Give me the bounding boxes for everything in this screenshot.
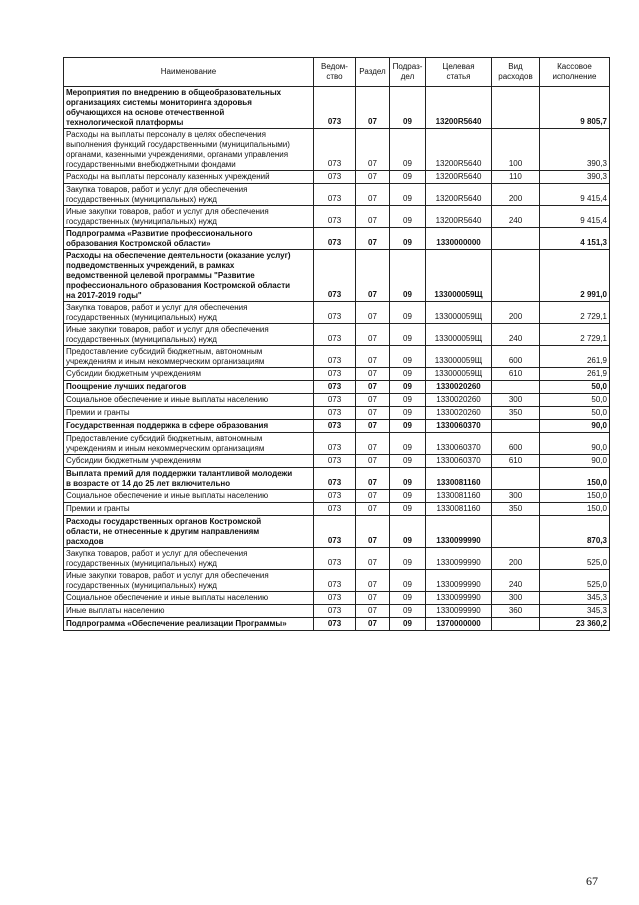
row-expense-type: 350 — [492, 503, 540, 516]
header-cash-execution: Кассовое исполнение — [540, 58, 610, 87]
row-expense-type: 200 — [492, 184, 540, 206]
row-name: Социальное обеспечение и иные выплаты населению — [64, 490, 314, 503]
row-target-article: 133000059Щ — [426, 324, 492, 346]
row-expense-type: 110 — [492, 171, 540, 184]
row-expense-type — [492, 381, 540, 394]
row-target-article: 1370000000 — [426, 618, 492, 631]
row-target-article: 133000059Щ — [426, 346, 492, 368]
table-row — [64, 250, 610, 302]
table-row — [64, 490, 610, 503]
row-cash-execution: 2 729,1 — [540, 324, 610, 346]
row-name: Расходы на выплаты персоналу в целях обеспечения выполнения функций государственными (муниципальными) органами, казенными учреждениями, органами управления государственными внебюджетными фондами — [64, 129, 314, 171]
table-row — [64, 592, 610, 605]
table-row — [64, 228, 610, 250]
row-subsection: 09 — [390, 420, 426, 433]
row-department: 073 — [314, 503, 356, 516]
row-department: 073 — [314, 605, 356, 618]
row-expense-type: 240 — [492, 206, 540, 228]
row-name: Расходы государственных органов Костромской области, не отнесенные к другим направлениям расходов — [64, 516, 314, 548]
row-expense-type — [492, 468, 540, 490]
row-subsection: 09 — [390, 548, 426, 570]
row-section: 07 — [356, 87, 390, 129]
row-target-article: 1330020260 — [426, 394, 492, 407]
row-name: Предоставление субсидий бюджетным, автономным учреждениям и иным некоммерческим организациям — [64, 433, 314, 455]
row-name: Выплата премий для поддержки талантливой молодежи в возрасте от 14 до 25 лет включительно — [64, 468, 314, 490]
row-subsection: 09 — [390, 228, 426, 250]
row-name: Закупка товаров, работ и услуг для обеспечения государственных (муниципальных) нужд — [64, 548, 314, 570]
row-target-article: 1330020260 — [426, 407, 492, 420]
table-row — [64, 570, 610, 592]
row-section: 07 — [356, 129, 390, 171]
row-expense-type: 200 — [492, 548, 540, 570]
row-subsection: 09 — [390, 605, 426, 618]
row-target-article: 1330020260 — [426, 381, 492, 394]
row-target-article: 1330099990 — [426, 605, 492, 618]
row-section: 07 — [356, 455, 390, 468]
row-target-article: 13200R5640 — [426, 87, 492, 129]
row-subsection: 09 — [390, 433, 426, 455]
row-target-article: 1330060370 — [426, 420, 492, 433]
row-department: 073 — [314, 490, 356, 503]
row-subsection: 09 — [390, 324, 426, 346]
row-expense-type: 360 — [492, 605, 540, 618]
row-cash-execution: 390,3 — [540, 129, 610, 171]
row-name: Закупка товаров, работ и услуг для обеспечения государственных (муниципальных) нужд — [64, 184, 314, 206]
table-row — [64, 368, 610, 381]
row-cash-execution: 90,0 — [540, 433, 610, 455]
row-cash-execution: 150,0 — [540, 503, 610, 516]
table-body — [64, 87, 610, 631]
row-cash-execution: 345,3 — [540, 605, 610, 618]
row-subsection: 09 — [390, 490, 426, 503]
row-target-article: 1330060370 — [426, 455, 492, 468]
row-department: 073 — [314, 381, 356, 394]
row-expense-type — [492, 618, 540, 631]
row-subsection: 09 — [390, 302, 426, 324]
row-department: 073 — [314, 407, 356, 420]
header-subsection: Подраз- дел — [390, 58, 426, 87]
row-section: 07 — [356, 206, 390, 228]
row-department: 073 — [314, 206, 356, 228]
row-department: 073 — [314, 87, 356, 129]
table-row — [64, 618, 610, 631]
header-expense-type: Вид расходов — [492, 58, 540, 87]
row-cash-execution: 4 151,3 — [540, 228, 610, 250]
row-department: 073 — [314, 368, 356, 381]
row-department: 073 — [314, 250, 356, 302]
row-expense-type — [492, 87, 540, 129]
row-subsection: 09 — [390, 394, 426, 407]
row-subsection: 09 — [390, 381, 426, 394]
row-expense-type: 600 — [492, 346, 540, 368]
row-expense-type — [492, 250, 540, 302]
row-expense-type — [492, 516, 540, 548]
row-subsection: 09 — [390, 206, 426, 228]
row-section: 07 — [356, 324, 390, 346]
row-name: Подпрограмма «Развитие профессионального образования Костромской области» — [64, 228, 314, 250]
row-expense-type: 300 — [492, 490, 540, 503]
row-subsection: 09 — [390, 592, 426, 605]
row-name: Закупка товаров, работ и услуг для обеспечения государственных (муниципальных) нужд — [64, 302, 314, 324]
row-section: 07 — [356, 394, 390, 407]
row-target-article: 133000059Щ — [426, 302, 492, 324]
table-row — [64, 455, 610, 468]
row-target-article: 133000059Щ — [426, 250, 492, 302]
row-name: Подпрограмма «Обеспечение реализации Программы» — [64, 618, 314, 631]
row-name: Иные закупки товаров, работ и услуг для обеспечения государственных (муниципальных) нужд — [64, 206, 314, 228]
row-cash-execution: 390,3 — [540, 171, 610, 184]
row-section: 07 — [356, 618, 390, 631]
row-subsection: 09 — [390, 184, 426, 206]
row-expense-type: 300 — [492, 592, 540, 605]
row-target-article: 1330060370 — [426, 433, 492, 455]
row-name: Расходы на обеспечение деятельности (оказание услуг) подведомственных учреждений, в рамках ведомственной целевой программы "Развитие профессионального образования Костромской области на 2017-2019 годы" — [64, 250, 314, 302]
row-cash-execution: 50,0 — [540, 381, 610, 394]
row-expense-type: 200 — [492, 302, 540, 324]
row-department: 073 — [314, 184, 356, 206]
row-cash-execution: 2 991,0 — [540, 250, 610, 302]
row-target-article: 1330099990 — [426, 592, 492, 605]
row-name: Расходы на выплаты персоналу казенных учреждений — [64, 171, 314, 184]
row-department: 073 — [314, 346, 356, 368]
row-target-article: 13200R5640 — [426, 171, 492, 184]
row-cash-execution: 90,0 — [540, 420, 610, 433]
row-name: Иные закупки товаров, работ и услуг для обеспечения государственных (муниципальных) нужд — [64, 324, 314, 346]
row-department: 073 — [314, 394, 356, 407]
table-row — [64, 548, 610, 570]
row-section: 07 — [356, 468, 390, 490]
row-subsection: 09 — [390, 503, 426, 516]
row-section: 07 — [356, 381, 390, 394]
header-name: Наименование — [64, 58, 314, 87]
row-subsection: 09 — [390, 455, 426, 468]
row-name: Иные выплаты населению — [64, 605, 314, 618]
row-target-article: 1330000000 — [426, 228, 492, 250]
row-section: 07 — [356, 592, 390, 605]
row-subsection: 09 — [390, 618, 426, 631]
row-section: 07 — [356, 368, 390, 381]
table-row — [64, 381, 610, 394]
row-section: 07 — [356, 433, 390, 455]
row-expense-type: 350 — [492, 407, 540, 420]
table-row — [64, 324, 610, 346]
row-subsection: 09 — [390, 171, 426, 184]
row-department: 073 — [314, 468, 356, 490]
row-expense-type: 100 — [492, 129, 540, 171]
row-expense-type: 240 — [492, 570, 540, 592]
row-name: Субсидии бюджетным учреждениям — [64, 368, 314, 381]
row-department: 073 — [314, 455, 356, 468]
row-department: 073 — [314, 129, 356, 171]
row-subsection: 09 — [390, 516, 426, 548]
table-row — [64, 394, 610, 407]
row-target-article: 1330099990 — [426, 548, 492, 570]
row-cash-execution: 150,0 — [540, 490, 610, 503]
row-subsection: 09 — [390, 250, 426, 302]
row-cash-execution: 50,0 — [540, 407, 610, 420]
row-target-article: 1330081160 — [426, 468, 492, 490]
table-row — [64, 346, 610, 368]
row-name: Мероприятия по внедрению в общеобразовательных организациях системы мониторинга здоровья обучающихся на основе отечественной технологической платформы — [64, 87, 314, 129]
row-section: 07 — [356, 302, 390, 324]
row-cash-execution: 50,0 — [540, 394, 610, 407]
row-name: Предоставление субсидий бюджетным, автономным учреждениям и иным некоммерческим организациям — [64, 346, 314, 368]
row-expense-type: 610 — [492, 368, 540, 381]
row-subsection: 09 — [390, 129, 426, 171]
row-section: 07 — [356, 548, 390, 570]
row-cash-execution: 870,3 — [540, 516, 610, 548]
row-section: 07 — [356, 420, 390, 433]
row-name: Социальное обеспечение и иные выплаты населению — [64, 394, 314, 407]
row-section: 07 — [356, 503, 390, 516]
row-name: Иные закупки товаров, работ и услуг для обеспечения государственных (муниципальных) нужд — [64, 570, 314, 592]
table-header-row — [64, 58, 610, 87]
row-expense-type: 240 — [492, 324, 540, 346]
row-section: 07 — [356, 171, 390, 184]
row-department: 073 — [314, 516, 356, 548]
table-row — [64, 516, 610, 548]
row-section: 07 — [356, 605, 390, 618]
row-department: 073 — [314, 433, 356, 455]
row-section: 07 — [356, 228, 390, 250]
row-cash-execution: 261,9 — [540, 346, 610, 368]
row-subsection: 09 — [390, 87, 426, 129]
header-department: Ведом- ство — [314, 58, 356, 87]
row-target-article: 13200R5640 — [426, 184, 492, 206]
row-target-article: 13200R5640 — [426, 206, 492, 228]
row-section: 07 — [356, 346, 390, 368]
budget-table-container — [63, 57, 609, 631]
row-cash-execution: 345,3 — [540, 592, 610, 605]
row-cash-execution: 9 415,4 — [540, 206, 610, 228]
row-department: 073 — [314, 420, 356, 433]
row-department: 073 — [314, 618, 356, 631]
row-department: 073 — [314, 228, 356, 250]
header-target-article: Целевая статья — [426, 58, 492, 87]
row-section: 07 — [356, 184, 390, 206]
row-expense-type — [492, 228, 540, 250]
row-expense-type: 610 — [492, 455, 540, 468]
row-target-article: 1330081160 — [426, 503, 492, 516]
row-target-article: 133000059Щ — [426, 368, 492, 381]
table-row — [64, 129, 610, 171]
page-number: 67 — [586, 874, 598, 888]
row-department: 073 — [314, 171, 356, 184]
row-name: Субсидии бюджетным учреждениям — [64, 455, 314, 468]
row-subsection: 09 — [390, 468, 426, 490]
row-expense-type — [492, 420, 540, 433]
table-row — [64, 503, 610, 516]
table-row — [64, 171, 610, 184]
row-cash-execution: 90,0 — [540, 455, 610, 468]
row-name: Социальное обеспечение и иные выплаты населению — [64, 592, 314, 605]
row-subsection: 09 — [390, 346, 426, 368]
table-row — [64, 206, 610, 228]
row-cash-execution: 261,9 — [540, 368, 610, 381]
header-section: Раздел — [356, 58, 390, 87]
row-department: 073 — [314, 592, 356, 605]
row-cash-execution: 9 415,4 — [540, 184, 610, 206]
row-name: Государственная поддержка в сфере образования — [64, 420, 314, 433]
row-expense-type: 300 — [492, 394, 540, 407]
row-target-article: 13200R5640 — [426, 129, 492, 171]
row-cash-execution: 525,0 — [540, 570, 610, 592]
budget-table — [63, 57, 610, 631]
row-cash-execution: 23 360,2 — [540, 618, 610, 631]
row-cash-execution: 525,0 — [540, 548, 610, 570]
row-department: 073 — [314, 548, 356, 570]
row-name: Поощрение лучших педагогов — [64, 381, 314, 394]
row-subsection: 09 — [390, 407, 426, 420]
table-row — [64, 420, 610, 433]
table-row — [64, 407, 610, 420]
row-department: 073 — [314, 570, 356, 592]
row-subsection: 09 — [390, 570, 426, 592]
row-target-article: 1330099990 — [426, 516, 492, 548]
table-row — [64, 605, 610, 618]
table-row — [64, 302, 610, 324]
row-section: 07 — [356, 407, 390, 420]
row-section: 07 — [356, 516, 390, 548]
row-department: 073 — [314, 324, 356, 346]
table-row — [64, 184, 610, 206]
row-cash-execution: 2 729,1 — [540, 302, 610, 324]
table-row — [64, 433, 610, 455]
row-section: 07 — [356, 250, 390, 302]
row-name: Премии и гранты — [64, 407, 314, 420]
row-subsection: 09 — [390, 368, 426, 381]
table-row — [64, 468, 610, 490]
row-target-article: 1330081160 — [426, 490, 492, 503]
row-section: 07 — [356, 490, 390, 503]
row-cash-execution: 9 805,7 — [540, 87, 610, 129]
table-row — [64, 87, 610, 129]
row-department: 073 — [314, 302, 356, 324]
row-name: Премии и гранты — [64, 503, 314, 516]
row-section: 07 — [356, 570, 390, 592]
row-cash-execution: 150,0 — [540, 468, 610, 490]
row-expense-type: 600 — [492, 433, 540, 455]
row-target-article: 1330099990 — [426, 570, 492, 592]
